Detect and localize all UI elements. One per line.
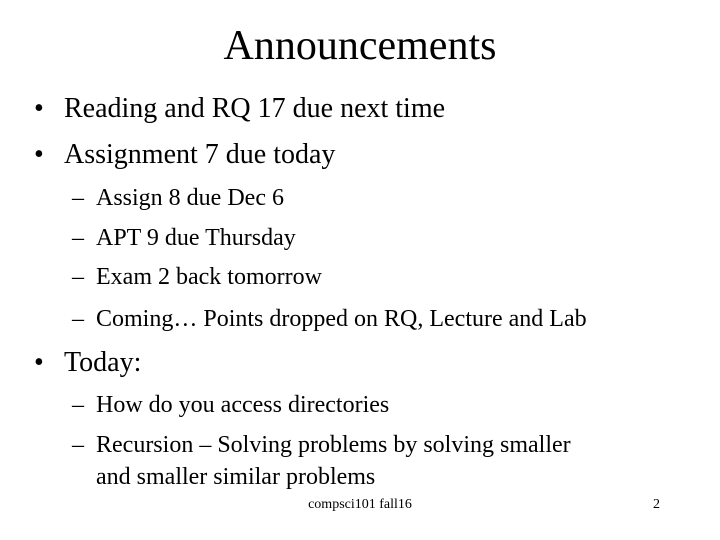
dash-marker: – [72, 264, 84, 290]
bullet-text: Reading and RQ 17 due next time [64, 93, 446, 124]
sub-bullet-text: Coming… Points dropped on RQ, Lecture and Lab [96, 306, 587, 332]
bullet-marker: • [34, 93, 44, 124]
dash-marker: – [72, 185, 84, 211]
sub-bullet-text: and smaller similar problems [96, 464, 376, 490]
dash-marker: – [72, 306, 84, 332]
dash-marker: – [72, 392, 84, 418]
page-number: 2 [653, 497, 660, 512]
bullet-marker: • [34, 347, 44, 378]
sub-bullet-text: APT 9 due Thursday [96, 225, 296, 251]
bullet-text: Assignment 7 due today [64, 139, 336, 170]
dash-marker: – [72, 432, 84, 458]
sub-bullet-text: How do you access directories [96, 392, 390, 418]
bullet-text: Today: [64, 347, 142, 378]
slide-title: Announcements [223, 23, 497, 69]
dash-marker: – [72, 225, 84, 251]
sub-bullet-text: Recursion – Solving problems by solving smaller [96, 432, 571, 458]
sub-bullet-text: Exam 2 back tomorrow [96, 264, 322, 290]
sub-bullet-text: Assign 8 due Dec 6 [96, 185, 284, 211]
bullet-marker: • [34, 139, 44, 170]
footer-label: compsci101 fall16 [308, 497, 412, 512]
